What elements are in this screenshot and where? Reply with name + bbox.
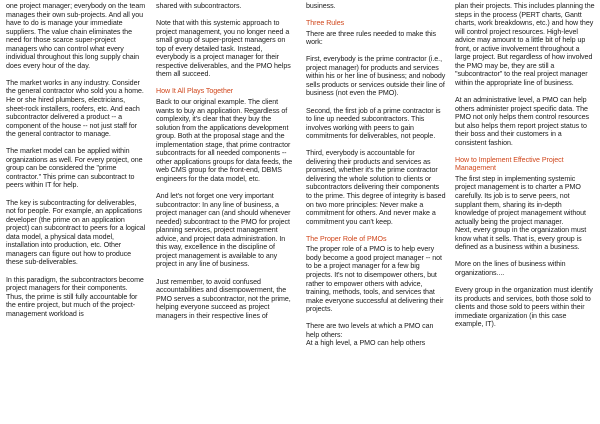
paragraph: Next, every group in the organization must know what it sells. That is, every group is defined as a business within a business. bbox=[455, 226, 587, 252]
paragraph: There are three rules needed to make this work: bbox=[306, 29, 437, 47]
paragraph: The market model can be applied within organizations as well. For every project, one group can be considered the "prime contractor." This prime can subcontract to peers within IT for help. bbox=[6, 147, 143, 190]
section-heading: The Proper Role of PMOs bbox=[306, 234, 387, 243]
paragraph: In this paradigm, the subcontractors become project managers for their components. Thus, the prime is still fully accountable for the entire project, but much of the project-management workload is bbox=[6, 275, 144, 318]
paragraph: The first step in implementing systemic project management is to charter a PMO carefully. Its job is to serve peers, not supplant them, sharing its in-depth knowledge of project management without actually being the project manager. bbox=[455, 174, 586, 226]
column-4 bbox=[455, 2, 595, 337]
paragraph: Back to our original example. The client wants to buy an application. Regardless of complexity, it's clear that they buy the solution from the applications development group. Both at the proposal stage and the implementation stage, that prime contractor subcontracts for all needed components -- other applications groups for data feeds, the web CMS group for the front-end, DBMS engineers for the data model, etc. bbox=[156, 98, 293, 183]
paragraph: Just remember, to avoid confused accountabilities and disempowerment, the PMO serves a subcontractor, not the prime, helping everyone succeed as project managers in their respective lines of bbox=[156, 277, 291, 320]
column-1 bbox=[6, 2, 146, 327]
column-2 bbox=[156, 2, 296, 329]
paragraph: At an administrative level, a PMO can help others administer project specific data. The PMO not only helps them control resources but also helps them report project status to their boss and their customers in a consistent fashion. bbox=[455, 96, 589, 147]
paragraph: shared with subcontractors. bbox=[156, 2, 242, 10]
paragraph: plan their projects. This includes planning the steps in the process (PERT charts, Gantt charts, work breakdowns, etc.) and how they will control project resources. High-level advice may amount to a little bit of help up front, or active involvement throughout a large project. But regardless of how involved the PMO may be, they are still a "subcontractor" to the real project manager within the appropriate line of business. bbox=[455, 2, 595, 87]
paragraph: The market works in any industry. Consider the general contractor who sold you a home. He or she hired plumbers, electricians, sheet-rock installers, roofers, etc. And each subcontractor delivered a product -- a component of the house -- not just staff for the general contractor to manage. bbox=[6, 78, 144, 139]
paragraph: At a high level, a PMO can help others bbox=[306, 339, 426, 348]
paragraph: The proper role of a PMO is to help every body become a good project manager -- not to be a project manager for a few big projects. It's not to disempower others, but rather to empower others with advice, training, methods, tools, and services that make everyone successful at delivering their projects. bbox=[306, 245, 444, 314]
paragraph: More on the lines of business within organizations.... bbox=[455, 260, 566, 277]
paragraph: Third, everybody is accountable for delivering their products and services as promised, whether it's the prime contractor delivering the whole solution to clients or subcontractors delivering their components to the prime. This degree of integrity is based on two more principles: Never make a commitment for others. And never make a commitment you can't keep. bbox=[306, 149, 446, 226]
paragraph: Note that with this systemic approach to project management, you no longer need a small group of super-project managers on top of every detailed task. Instead, everybody is a project manager for their respective deliverables, and the PMO helps them all succeed. bbox=[156, 19, 291, 79]
paragraph: Second, the first job of a prime contractor is to line up needed subcontractors. This involves working with peers to gain commitments for deliverables, not people. bbox=[306, 106, 441, 141]
section-heading: How It All Plays Together bbox=[156, 87, 234, 96]
paragraph: And let's not forget one very important subcontractor: In any line of business, a project manager can (and should whenever needed) subcontract to the PMO for project planning services, project management advice, and project data administration. In this way, excellence in the discipline of project management is available to any project in any line of business. bbox=[156, 192, 291, 269]
paragraph: one project manager; everybody on the team manages their own sub-projects. And all you have to do is manage your immediate suppliers. The value chain eliminates the need for those scarce super-project managers who can control what every individual throughout this long supply chain does every hour of the day. bbox=[6, 2, 146, 70]
section-heading: How to Implement Effective Project Management bbox=[455, 155, 564, 173]
paragraph: First, everybody is the prime contractor (i.e., project manager) for products and services within his or her line of business; and nobody sells products or services outside their line of business (not even the PMO). bbox=[306, 55, 446, 98]
paragraph: business. bbox=[306, 2, 336, 10]
paragraph: The key is subcontracting for deliverables, not for people. For example, an applications developer (the prime on an application project) can subcontract to peers for a logical data model, a physical data model, installation into production, etc. Other managers can figure out how to produce these sub-deliverables. bbox=[6, 198, 146, 267]
column-3 bbox=[306, 2, 446, 356]
paragraph: There are two levels at which a PMO can help others: bbox=[306, 322, 434, 339]
section-heading: Three Rules bbox=[306, 19, 345, 28]
paragraph: Every group in the organization must identify its products and services, both those sold to clients and those sold to peers within their immediate organization (in this case example, IT). bbox=[455, 286, 593, 329]
